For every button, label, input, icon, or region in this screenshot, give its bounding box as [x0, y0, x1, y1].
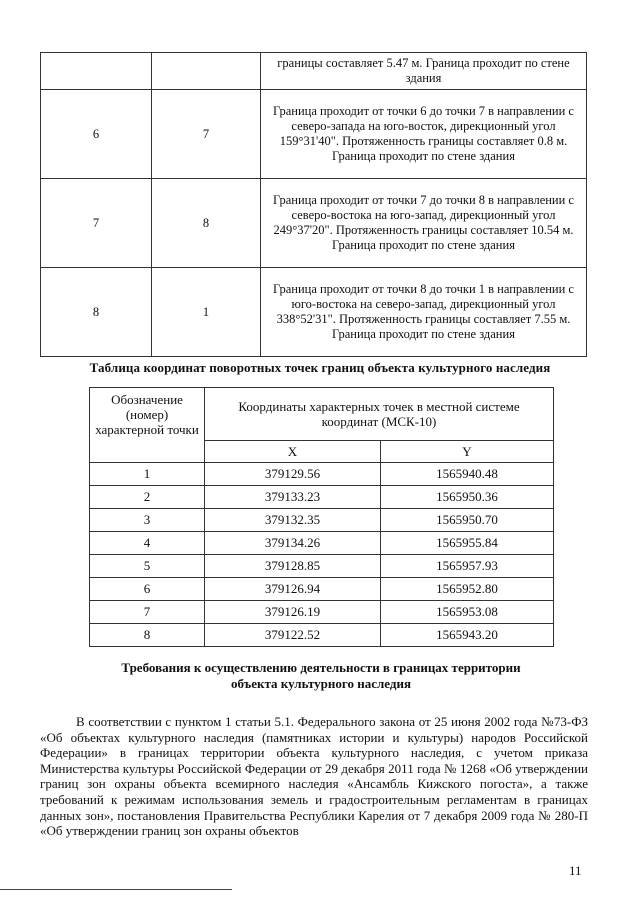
x-cell: 379126.19	[205, 601, 381, 624]
y-header: Y	[381, 441, 554, 463]
x-cell: 379129.56	[205, 463, 381, 486]
requirements-heading-line: Требования к осуществлению деятельности в границах территории	[121, 660, 521, 675]
table-row	[41, 53, 587, 90]
coordinates-table-title: Таблица координат поворотных точек границ объекта культурного наследия	[89, 360, 551, 375]
y-cell: 1565950.36	[381, 486, 554, 509]
y-cell: 1565957.93	[381, 555, 554, 578]
description-cell: Граница проходит от точки 6 до точки 7 в направлении с северо-запада на юго-восток, дирекционный угол 159°31'40". Протяженность границы составляет 0.8 м. Граница проходит по стене здания	[261, 90, 587, 179]
x-cell: 379133.23	[205, 486, 381, 509]
point-header: Обозначение (номер) характерной точки	[90, 388, 205, 463]
to-point-cell	[152, 53, 261, 90]
to-point-cell: 7	[152, 90, 261, 179]
y-cell: 1565952.80	[381, 578, 554, 601]
point-cell: 8	[90, 624, 205, 647]
footer-divider	[0, 889, 232, 890]
table-row	[41, 179, 587, 268]
description-cell: границы составляет 5.47 м. Граница проходит по стене здания	[261, 53, 587, 90]
from-point-cell: 6	[41, 90, 152, 179]
point-cell: 7	[90, 601, 205, 624]
from-point-cell: 8	[41, 268, 152, 357]
from-point-cell	[41, 53, 152, 90]
x-cell: 379126.94	[205, 578, 381, 601]
point-cell: 6	[90, 578, 205, 601]
y-cell: 1565950.70	[381, 509, 554, 532]
y-cell: 1565953.08	[381, 601, 554, 624]
point-cell: 2	[90, 486, 205, 509]
point-cell: 3	[90, 509, 205, 532]
coordinates-header: Координаты характерных точек в местной системе координат (МСК-10)	[205, 388, 554, 441]
y-cell: 1565940.48	[381, 463, 554, 486]
y-cell: 1565943.20	[381, 624, 554, 647]
table-row	[90, 463, 554, 486]
table-row	[90, 601, 554, 624]
boundary-description-table	[40, 52, 587, 357]
requirements-heading-line: объекта культурного наследия	[231, 676, 411, 691]
from-point-cell: 7	[41, 179, 152, 268]
requirements-paragraph: В соответствии с пунктом 1 статьи 5.1. Федерального закона от 25 июня 2002 года №73-ФЗ «Об объектах культурного наследия (памятниках истории и культуры) народов Российской Федерации» в границах территории объекта культурного наследия, с учетом приказа Министерства культуры Российской Федерации от 29 декабря 2011 года № 1268 «Об утверждении границ зон охраны объекта всемирного наследия «Ансамбль Кижского погоста», а также требований к режимам использования земель и градостроительным регламентам в границах данных зон», постановления Правительства Республики Карелия от 7 декабря 2009 года № 280-П «Об утверждении границ зон охраны объектов	[40, 714, 588, 839]
to-point-cell: 1	[152, 268, 261, 357]
table-row	[90, 532, 554, 555]
x-header: X	[205, 441, 381, 463]
point-cell: 4	[90, 532, 205, 555]
description-cell: Граница проходит от точки 8 до точки 1 в направлении с юго-востока на северо-запад, дирекционный угол 338°52'31". Протяженность границы составляет 7.55 м. Граница проходит по стене здания	[261, 268, 587, 357]
table-row	[90, 578, 554, 601]
x-cell: 379128.85	[205, 555, 381, 578]
requirements-heading	[90, 660, 552, 692]
description-cell: Граница проходит от точки 7 до точки 8 в направлении с северо-востока на юго-запад, дирекционный угол 249°37'20". Протяженность границы составляет 10.54 м. Граница проходит по стене здания	[261, 179, 587, 268]
table-row	[90, 555, 554, 578]
x-cell: 379134.26	[205, 532, 381, 555]
to-point-cell: 8	[152, 179, 261, 268]
table-row	[90, 624, 554, 647]
point-cell: 1	[90, 463, 205, 486]
table-row	[90, 509, 554, 532]
x-cell: 379132.35	[205, 509, 381, 532]
x-cell: 379122.52	[205, 624, 381, 647]
y-cell: 1565955.84	[381, 532, 554, 555]
point-cell: 5	[90, 555, 205, 578]
table-row	[41, 268, 587, 357]
table-row	[41, 90, 587, 179]
table-row	[90, 486, 554, 509]
page-number: 11	[569, 863, 582, 878]
coordinates-table	[89, 387, 554, 647]
